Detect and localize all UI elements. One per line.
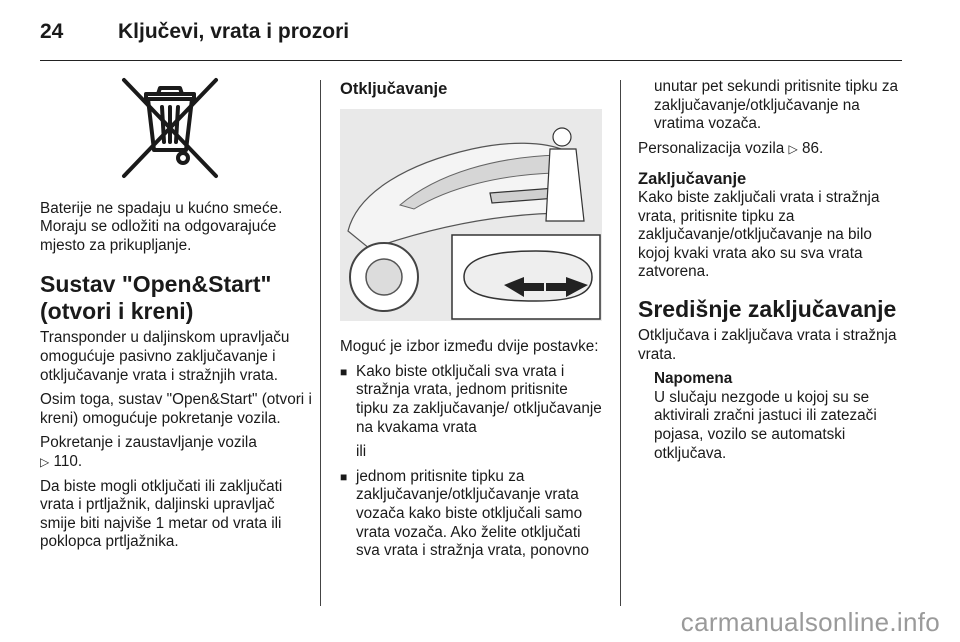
page-title: Ključevi, vrata i prozori [118, 20, 350, 43]
triangle-right-icon: ▷ [788, 141, 798, 156]
start-stop-reference[interactable]: 110. [53, 452, 83, 470]
central-locking-heading: Središnje zaključavanje [638, 295, 897, 322]
unlocking-or [340, 443, 602, 462]
open-start-heading: Sustav "Open&Start" (otvori i kreni) [40, 271, 272, 325]
note-text: U slučaju nezgode u kojoj su se aktivirali zračni jastuci ili zatezači pojasa, vozilo se automatski otključava. [654, 388, 877, 462]
car-door-handle-illustration [340, 109, 602, 321]
page-header [40, 14, 902, 58]
column-3 [638, 78, 900, 463]
open-start-paragraph-4: Da biste mogli otključati ili zaključati vrata i prtljažnik, daljinski upravljač smije biti najviše 1 metar od vrata ili poklopca prtljažnika. [40, 477, 283, 551]
note-box [638, 370, 900, 463]
personalization-text: Personalizacija vozila [638, 139, 785, 157]
unlocking-option-1 [340, 363, 602, 437]
unlocking-option-2 [340, 468, 602, 561]
open-start-paragraph-3 [40, 434, 312, 471]
unlocking-option-2-text: jednom pritisnite tipku za zaključavanje/otključavanje vrata vozača kako biste otključali samo vrata vozača. Ako želite otključati sva vrata i stražnja vrata, ponovno [356, 467, 589, 560]
crossed-out-bin-icon [40, 72, 312, 184]
locking-text: Kako biste zaključali vrata i stražnja vrata, pritisnite tipku za zaključavanje/otključavanje na bilo kojoj kvaki vrata ako su sva vrata zatvorena. [638, 188, 880, 281]
personalization-reference[interactable]: 86. [801, 139, 824, 157]
column-divider-1 [320, 80, 321, 606]
unlocking-or-text: ili [356, 443, 367, 461]
central-locking-text: Otključava i zaključava vrata i stražnja vrata. [638, 326, 897, 363]
triangle-right-icon: ▷ [40, 454, 50, 469]
start-stop-text: Pokretanje i zaustavljanje vozila [40, 434, 257, 452]
open-start-paragraph-1: Transponder u daljinskom upravljaču omogućuje pasivno zaključavanje i otključavanje vrata i stražnjih vrata. [40, 329, 290, 384]
personalization-paragraph [638, 140, 900, 159]
unlocking-options-list [340, 363, 602, 561]
unlocking-continuation: unutar pet sekundi pritisnite tipku za zaključavanje/otključavanje na vratima vozača. [654, 78, 899, 133]
unlocking-heading: Otključavanje [340, 80, 448, 98]
note-title: Napomena [654, 370, 733, 388]
watermark: carmanualsonline.info [680, 607, 940, 637]
page-number: 24 [40, 20, 64, 43]
header-rule [40, 60, 902, 61]
column-1 [40, 72, 312, 558]
unlocking-intro: Moguć je izbor između dvije postavke: [340, 338, 599, 356]
unlocking-option-1-text: Kako biste otključali sva vrata i stražnja vrata, jednom pritisnite tipku za zaključavanje/ otključavanje na kvakama vrata [356, 362, 602, 436]
column-divider-2 [620, 80, 621, 606]
locking-heading: Zaključavanje [638, 170, 747, 189]
battery-disposal-text: Baterije ne spadaju u kućno smeće. Moraju se odložiti na odgovarajuće mjesto za prikupljanje. [40, 199, 283, 254]
column-2 [340, 80, 602, 567]
open-start-paragraph-2: Osim toga, sustav "Open&Start" (otvori i kreni) omogućuje pokretanje vozila. [40, 391, 312, 427]
